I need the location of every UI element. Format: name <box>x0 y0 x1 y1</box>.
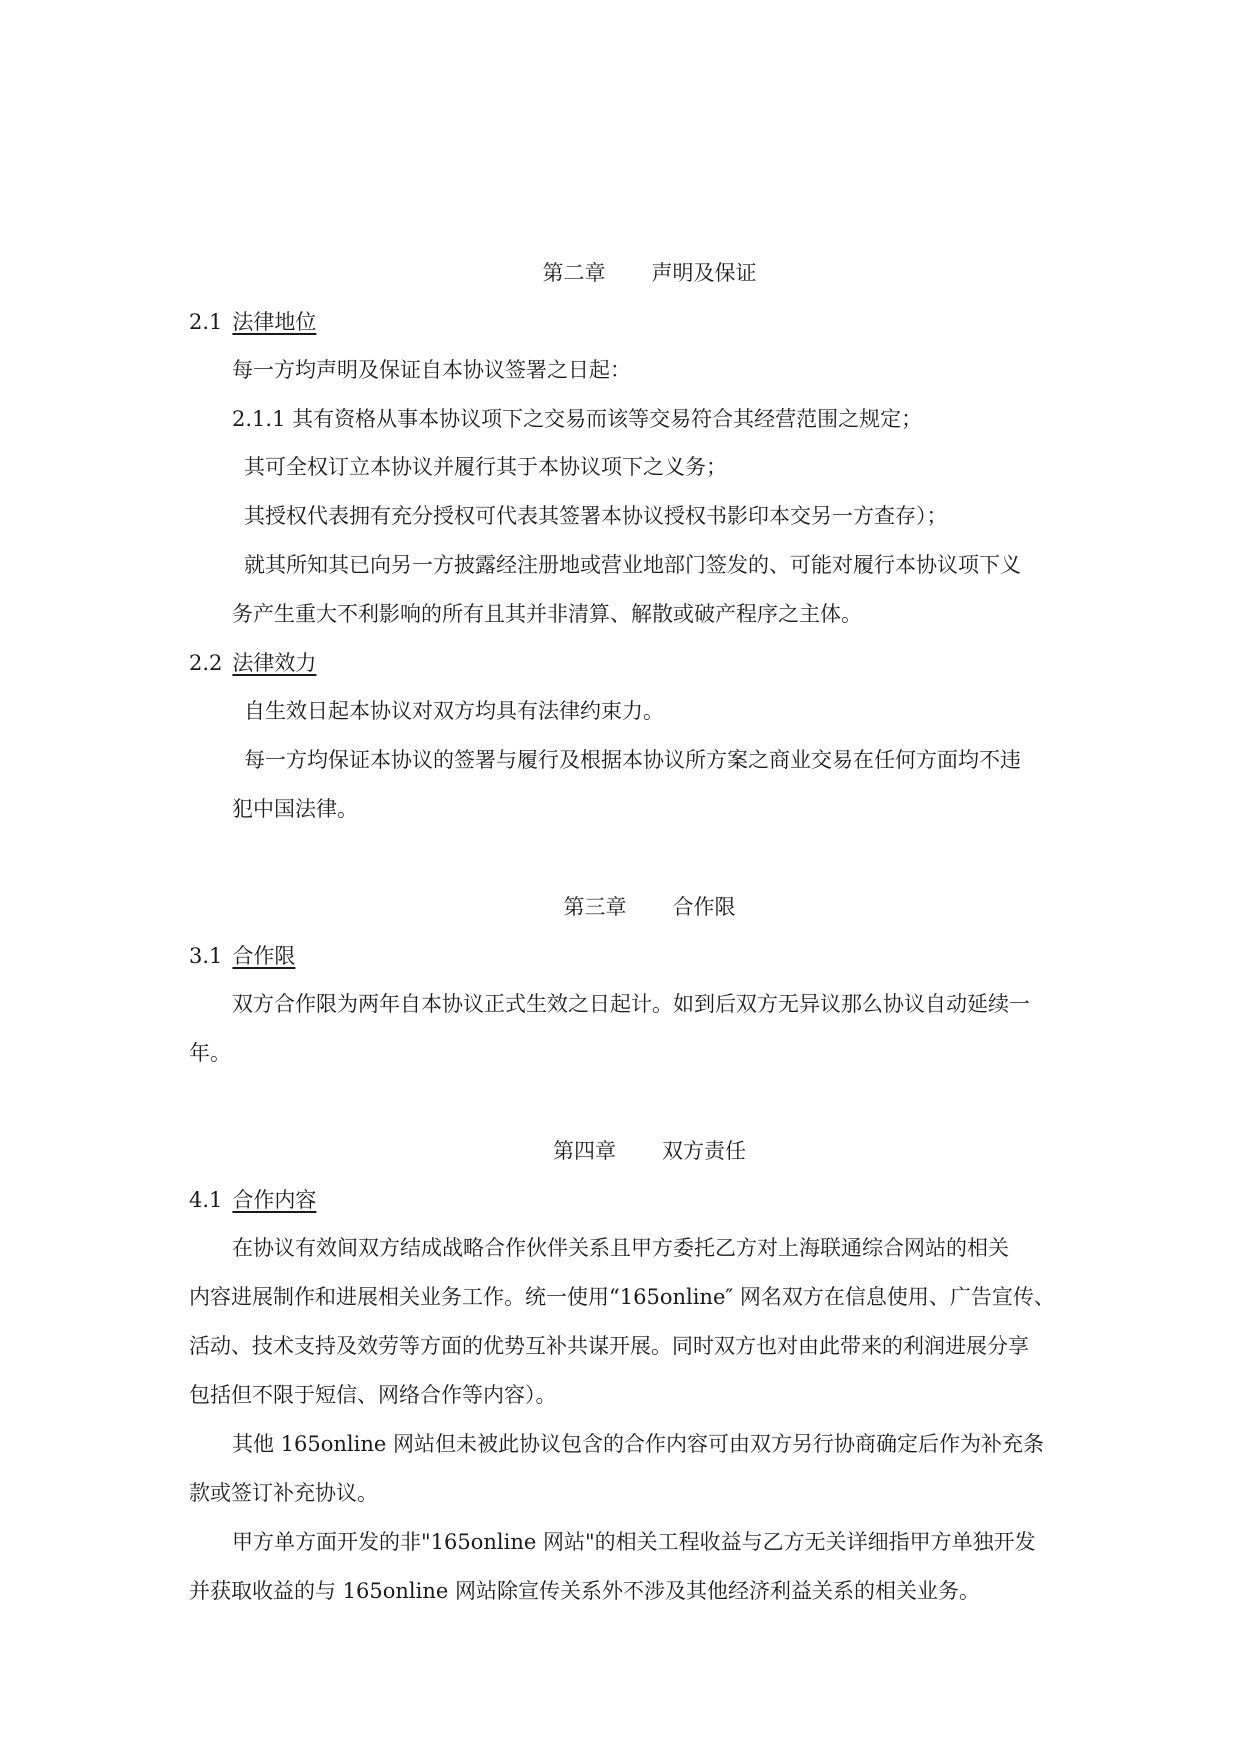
chapter-2-label: 第二章 <box>542 261 606 285</box>
paragraph-line: 活动、技术支持及效劳等方面的优势互补共谋开展。同时双方也对由此带来的利润进展分享 <box>189 1334 1029 1358</box>
section-number: 3.1 <box>189 944 223 968</box>
paragraph-line: 2.1.1 其有资格从事本协议项下之交易而该等交易符合其经营范围之规定； <box>232 407 923 431</box>
section-title: 法律效力 <box>232 651 317 675</box>
paragraph-line: 其授权代表拥有充分授权可代表其签署本协议授权书影印本交另一方查存）； <box>244 504 948 528</box>
paragraph-line: 并获取收益的与 165online 网站除宣传关系外不涉及其他经济利益关系的相关业务。 <box>189 1579 980 1603</box>
paragraph-line: 年。 <box>189 1041 231 1065</box>
section-title: 合作内容 <box>232 1188 317 1212</box>
paragraph-line: 务产生重大不利影响的所有且其并非清算、解散或破产程序之主体。 <box>232 602 862 626</box>
chapter-3-label: 第三章 <box>563 895 627 919</box>
chapter-3-title: 合作限 <box>672 895 736 919</box>
paragraph-line: 包括但不限于短信、网络合作等内容）。 <box>189 1383 557 1407</box>
section-2-1-heading <box>189 308 316 336</box>
section-4-1-heading <box>189 1186 316 1214</box>
paragraph-line: 每一方均声明及保证自本协议签署之日起： <box>232 358 631 382</box>
paragraph-line: 内容进展制作和进展相关业务工作。统一使用“165online″ 网名双方在信息使用、广告宣传、 <box>189 1285 1055 1309</box>
paragraph-line: 其他 165online 网站但未被此协议包含的合作内容可由双方另行协商确定后作为补充条 <box>232 1432 1044 1456</box>
paragraph-line: 每一方均保证本协议的签署与履行及根据本协议所方案之商业交易在任何方面均不违 <box>244 748 1021 772</box>
section-number: 2.2 <box>189 651 223 675</box>
section-title: 法律地位 <box>232 310 317 334</box>
section-title: 合作限 <box>232 944 296 968</box>
chapter-2-heading <box>0 259 1241 287</box>
chapter-4-label: 第四章 <box>553 1139 616 1163</box>
paragraph-line: 就其所知其已向另一方披露经注册地或营业地部门签发的、可能对履行本协议项下义 <box>244 553 1021 577</box>
paragraph-line: 甲方单方面开发的非"165online 网站"的相关工程收益与乙方无关详细指甲方单独开发 <box>232 1530 1036 1554</box>
paragraph-line: 在协议有效间双方结成战略合作伙伴关系且甲方委托乙方对上海联通综合网站的相关 <box>232 1236 1009 1260</box>
section-number: 4.1 <box>189 1188 223 1212</box>
paragraph-line: 犯中国法律。 <box>232 797 358 821</box>
paragraph-line: 双方合作限为两年自本协议正式生效之日起计。如到后双方无异议那么协议自动延续一 <box>232 992 1030 1016</box>
chapter-2-title: 声明及保证 <box>651 261 757 285</box>
section-3-1-heading <box>189 942 295 970</box>
chapter-3-heading <box>0 893 1241 921</box>
paragraph-line: 款或签订补充协议。 <box>189 1481 378 1505</box>
chapter-4-heading <box>0 1137 1241 1165</box>
chapter-4-title: 双方责任 <box>662 1139 746 1163</box>
section-2-2-heading <box>189 649 316 677</box>
paragraph-line: 自生效日起本协议对双方均具有法律约束力。 <box>244 699 664 723</box>
section-number: 2.1 <box>189 310 223 334</box>
paragraph-line: 其可全权订立本协议并履行其于本协议项下之义务； <box>244 455 727 479</box>
